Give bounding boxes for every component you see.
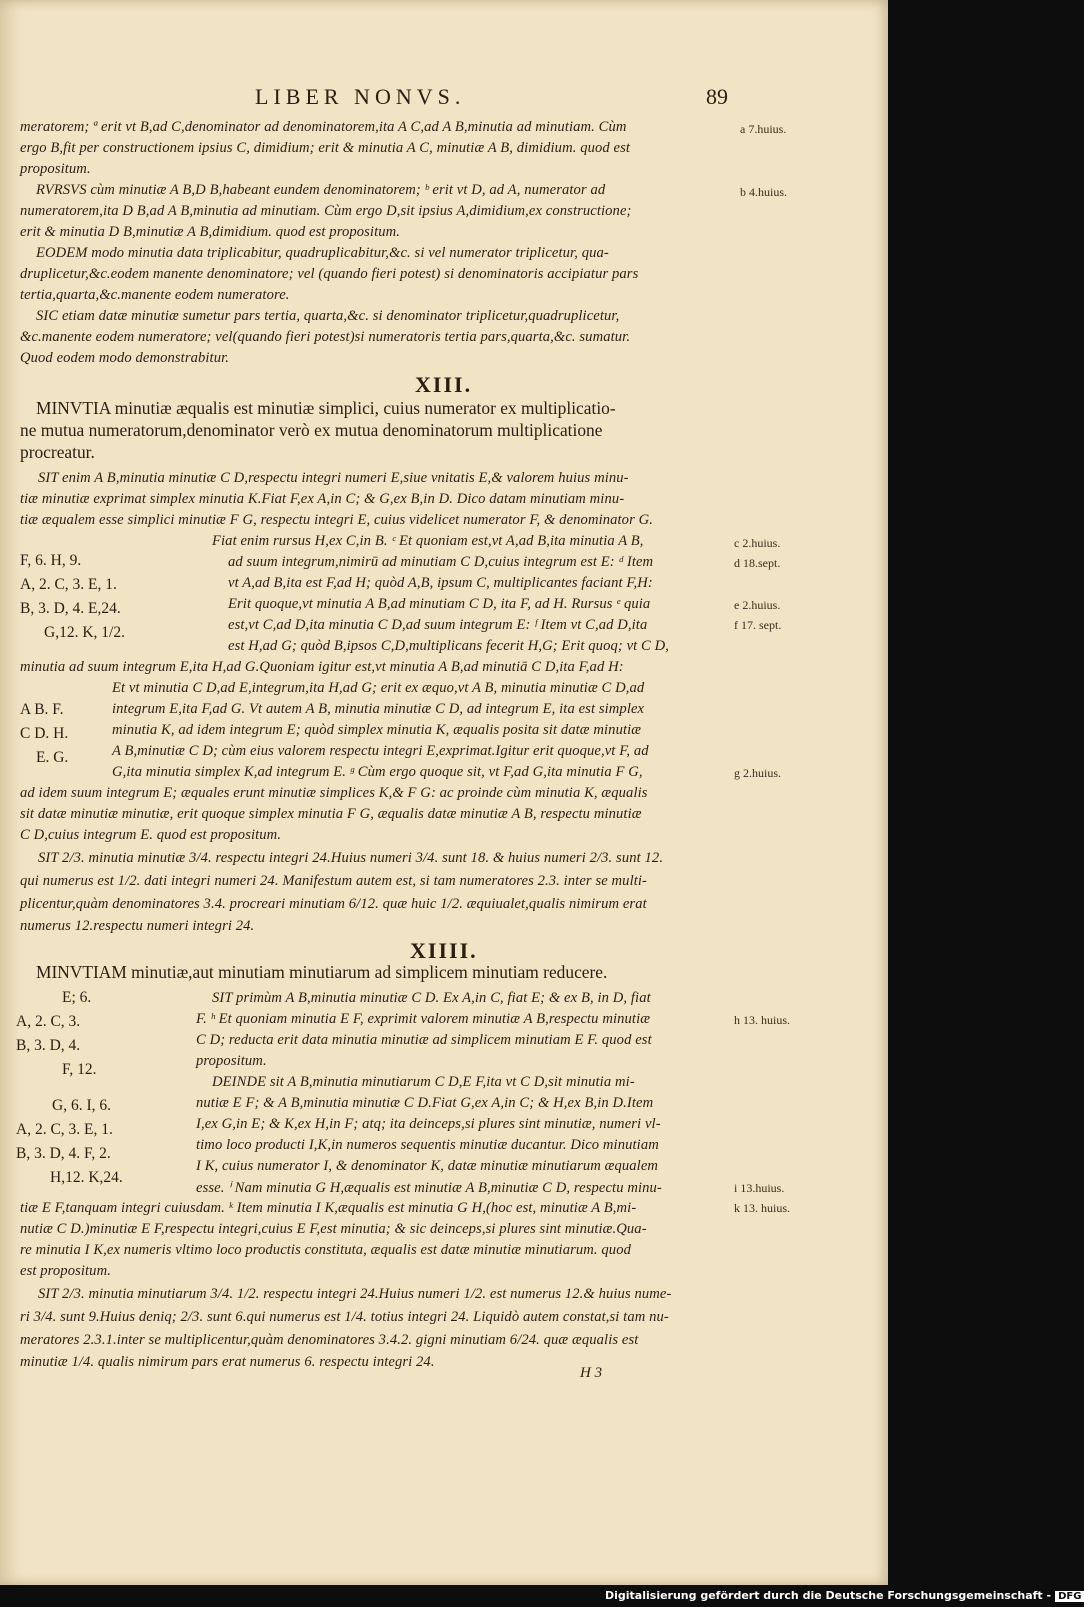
text-line: ri 3/4. sunt 9.Huius deniq; 2/3. sunt 6.qui numerus est 1/4. totius integri 24. Liquidò autem constat,si tam nu- — [20, 1309, 669, 1325]
margin-note: f 17. sept. — [734, 618, 782, 632]
text-line: numeratorem,ita D B,ad A B,minutia ad minutiam. Cùm ergo D,sit ipsius A,dimidium,ex constructione; — [20, 203, 632, 219]
text-line: DEINDE sit A B,minutia minutiarum C D,E F,ita vt C D,sit minutia mi- — [212, 1074, 635, 1090]
text-line: EODEM modo minutia data triplicabitur, quadruplicabitur,&c. si vel numerator triplicetur, qua- — [36, 245, 609, 261]
figure-labels-line: A B. F. — [20, 701, 64, 718]
signature-mark: H 3 — [580, 1365, 603, 1381]
text-line: minutia K, ad idem integrum E; quòd simplex minutia K, æqualis posita sit datæ minutiæ — [112, 722, 642, 738]
proposition-number: XIII. — [415, 372, 473, 397]
proposition-number: XIIII. — [410, 938, 478, 963]
text-line: SIT enim A B,minutia minutiæ C D,respectu integri numeri E,siue vnitatis E,& valorem huius minu- — [38, 470, 629, 486]
text-line: I,ex G,in E; & K,ex H,in F; atq; ita deinceps,si plures sint minutiæ, numeri vl- — [196, 1116, 661, 1132]
text-line: timo loco producti I,K,in numeros sequentis minutiæ ducantur. Dico minutiam — [196, 1137, 659, 1153]
figure-numbers-line: F, 6. H, 9. — [20, 552, 82, 569]
margin-note: d 18.sept. — [734, 556, 781, 570]
text-line: Et vt minutia C D,ad E,integrum,ita H,ad G; erit ex æquo,vt A B, minutia minutiæ C D,ad — [112, 680, 645, 696]
text-line: ad idem suum integrum E; æquales erunt minutiæ simplices K,& F G: ac proinde cùm minutia K, æqualis — [20, 785, 648, 801]
margin-note: i 13.huius. — [734, 1181, 785, 1195]
text-line: A B,minutiæ C D; cùm eius valorem respectu integri E,exprimat.Igitur erit quoque,vt F, ad — [112, 743, 649, 759]
margin-note: a 7.huius. — [740, 122, 787, 136]
figure-numbers-line: H,12. K,24. — [50, 1169, 123, 1186]
page-number: 89 — [706, 84, 728, 109]
figure-numbers-line: B, 3. D, 4. — [16, 1037, 81, 1054]
figure-numbers-line: G, 6. I, 6. — [52, 1097, 111, 1114]
text-line: meratores 2.3.1.inter se multiplicentur,quàm denominatores 3.4.2. gigni minutiam 6/24. quæ æqualis est — [20, 1332, 639, 1348]
footer-credit — [605, 1589, 1084, 1602]
text-line: plicentur,quàm denominatores 3.4. procreari minutiam 6/12. quæ huic 1/2. æquiualet,qualis nimirum erat — [20, 896, 647, 912]
dfg-logo: DFG — [1055, 1591, 1084, 1602]
text-line: SIT primùm A B,minutia minutiæ C D. Ex A,in C, fiat E; & ex B, in D, fiat — [212, 990, 651, 1006]
figure-numbers-line: F, 12. — [62, 1061, 97, 1078]
text-line: druplicetur,&c.eodem manente denominatore; vel (quando fieri potest) si denominatoris accipiatur pars — [20, 266, 639, 282]
text-line: SIT 2/3. minutia minutiæ 3/4. respectu integri 24.Huius numeri 3/4. sunt 18. & huius numeri 2/3. sunt 12. — [38, 850, 664, 866]
figure-numbers-line: A, 2. C, 3. E, 1. — [20, 576, 117, 593]
figure-numbers-line: A, 2. C, 3. E, 1. — [16, 1121, 113, 1138]
text-line: nutiæ E F; & A B,minutia minutiæ C D.Fiat G,ex A,in C; & H,ex B,in D.Item — [196, 1095, 654, 1111]
text-line: est,vt C,ad D,ita minutia C D,ad suum integrum E: ᶠ Item vt C,ad D,ita — [228, 617, 648, 633]
text-line: minutia ad suum integrum E,ita H,ad G.Quoniam igitur est,vt minutia A B,ad minutiā C D,ita F,ad H: — [20, 659, 624, 675]
text-line: F. ʰ Et quoniam minutia E F, exprimit valorem minutiæ A B,respectu minutiæ — [196, 1011, 651, 1027]
figure-numbers-line: E; 6. — [62, 989, 92, 1006]
text-line: C D; reducta erit data minutia minutiæ ad simplicem minutiam E F. quod est — [196, 1032, 652, 1048]
text-line: esse. ⁱ Nam minutia G H,æqualis est minutiæ A B,minutiæ C D, respectu minu- — [196, 1180, 662, 1196]
text-line: tiæ E F,tanquam integri cuiusdam. ᵏ Item minutia I K,æqualis est minutia G H,(hoc est, minutiæ A B,mi- — [20, 1200, 637, 1216]
margin-note: e 2.huius. — [734, 598, 781, 612]
text-line: qui numerus est 1/2. dati integri numeri 24. Manifestum autem est, si tam numeratores 2.3. inter se multi- — [20, 873, 648, 889]
figure-numbers-line: B, 3. D, 4. E,24. — [20, 600, 121, 617]
margin-note: h 13. huius. — [734, 1013, 791, 1027]
text-line: re minutia I K,ex numeris vltimo loco productis constituta, æqualis est datæ minutiæ minutiarum. quod — [20, 1242, 631, 1258]
text-line: C D,cuius integrum E. quod est propositum. — [20, 827, 282, 843]
margin-note: g 2.huius. — [734, 766, 782, 780]
footer-text: Digitalisierung gefördert durch die Deutsche Forschungsgemeinschaft - — [605, 1589, 1052, 1602]
text-line: vt A,ad B,ita est F,ad H; quòd A,B, ipsum C, multiplicantes faciant F,H: — [228, 575, 653, 591]
text-line: Quod eodem modo demonstrabitur. — [20, 350, 230, 366]
proposition-text: ne mutua numeratorum,denominator verò ex mutua denominatorum multiplicatione — [20, 420, 603, 440]
text-line: erit & minutia D B,minutiæ A B,dimidium. quod est propositum. — [20, 224, 401, 240]
text-line: est H,ad G; quòd B,ipsos C,D,multiplicans fecerit H,G; Erit quoq; vt C D, — [228, 638, 670, 654]
margin-note: k 13. huius. — [734, 1201, 791, 1215]
figure-numbers-line: G,12. K, 1/2. — [44, 624, 125, 641]
margin-note: b 4.huius. — [740, 185, 788, 199]
text-line: SIC etiam datæ minutiæ sumetur pars tertia, quarta,&c. si denominator triplicetur,quadruplicetur, — [36, 308, 620, 324]
text-line: tertia,quarta,&c.manente eodem numeratore. — [20, 287, 290, 303]
text-line: propositum. — [196, 1053, 267, 1069]
proposition-text: MINVTIA minutiæ æqualis est minutiæ simplici, cuius numerator ex multiplicatio- — [36, 398, 616, 418]
figure-numbers-line: B, 3. D, 4. F, 2. — [16, 1145, 111, 1162]
text-line: RVRSVS cùm minutiæ A B,D B,habeant eundem denominatorem; ᵇ erit vt D, ad A, numerator ad — [36, 182, 606, 198]
text-line: minutiæ 1/4. qualis nimirum pars erat numerus 6. respectu integri 24. — [20, 1354, 435, 1370]
text-line: tiæ æqualem esse simplici minutiæ F G, respectu integri E, cuius videlicet numerator F, & denominator G. — [20, 512, 653, 528]
margin-note: c 2.huius. — [734, 536, 781, 550]
text-line: G,ita minutia simplex K,ad integrum E. ᵍ Cùm ergo quoque sit, vt F,ad G,ita minutia F G, — [112, 764, 643, 780]
text-line: est propositum. — [20, 1263, 111, 1279]
proposition-text: procreatur. — [20, 442, 95, 462]
proposition-text: MINVTIAM minutiæ,aut minutiam minutiarum ad simplicem minutiam reducere. — [36, 962, 608, 982]
text-line: sit datæ minutiæ minutiæ, erit quoque simplex minutia F G, æqualis datæ minutiæ A B, respectu minutiæ — [20, 806, 642, 822]
text-line: numerus 12.respectu numeri integri 24. — [20, 918, 255, 934]
running-header: LIBER NONVS. — [255, 84, 466, 109]
figure-labels-line: C D. H. — [20, 725, 69, 742]
text-line: ergo B,fit per constructionem ipsius C, dimidium; erit & minutia A C, minutiæ A B, dimidium. quod est — [20, 140, 631, 156]
text-line: Erit quoque,vt minutia A B,ad minutiam C D, ita F, ad H. Rursus ᵉ quia — [228, 596, 651, 612]
text-line: Fiat enim rursus H,ex C,in B. ᶜ Et quoniam est,vt A,ad B,ita minutia A B, — [212, 533, 644, 549]
text-line: SIT 2/3. minutia minutiarum 3/4. 1/2. respectu integri 24.Huius numeri 1/2. est numerus 12.& huius nume- — [38, 1286, 672, 1302]
text-line: meratorem; ª erit vt B,ad C,denominator ad denominatorem,ita A C,ad A B,minutia ad minutiam. Cùm — [20, 119, 627, 135]
text-line: tiæ minutiæ exprimat simplex minutia K.Fiat F,ex A,in C; & G,ex B,in D. Dico datam minutiam minu- — [20, 491, 625, 507]
text-line: integrum E,ita F,ad G. Vt autem A B, minutia minutiæ C D, ad integrum E, ita est simplex — [112, 701, 645, 717]
text-line: I K, cuius numerator I, & denominator K, datæ minutiæ minutiarum æqualem — [196, 1158, 659, 1174]
text-line: propositum. — [20, 161, 91, 177]
text-line: &c.manente eodem numeratore; vel(quando fieri potest)si numeratoris tertia pars,quarta,&c. sumatur. — [20, 329, 631, 345]
text-line: ad suum integrum,nimirū ad minutiam C D,cuius integrum est E: ᵈ Item — [228, 554, 654, 570]
figure-labels-line: E. G. — [36, 749, 69, 766]
text-line: nutiæ C D.)minutiæ E F,respectu integri,cuius E F,est minutia; & sic deinceps,si plures sint minutiæ.Qua- — [20, 1221, 647, 1237]
figure-numbers-line: A, 2. C, 3. — [16, 1013, 81, 1030]
